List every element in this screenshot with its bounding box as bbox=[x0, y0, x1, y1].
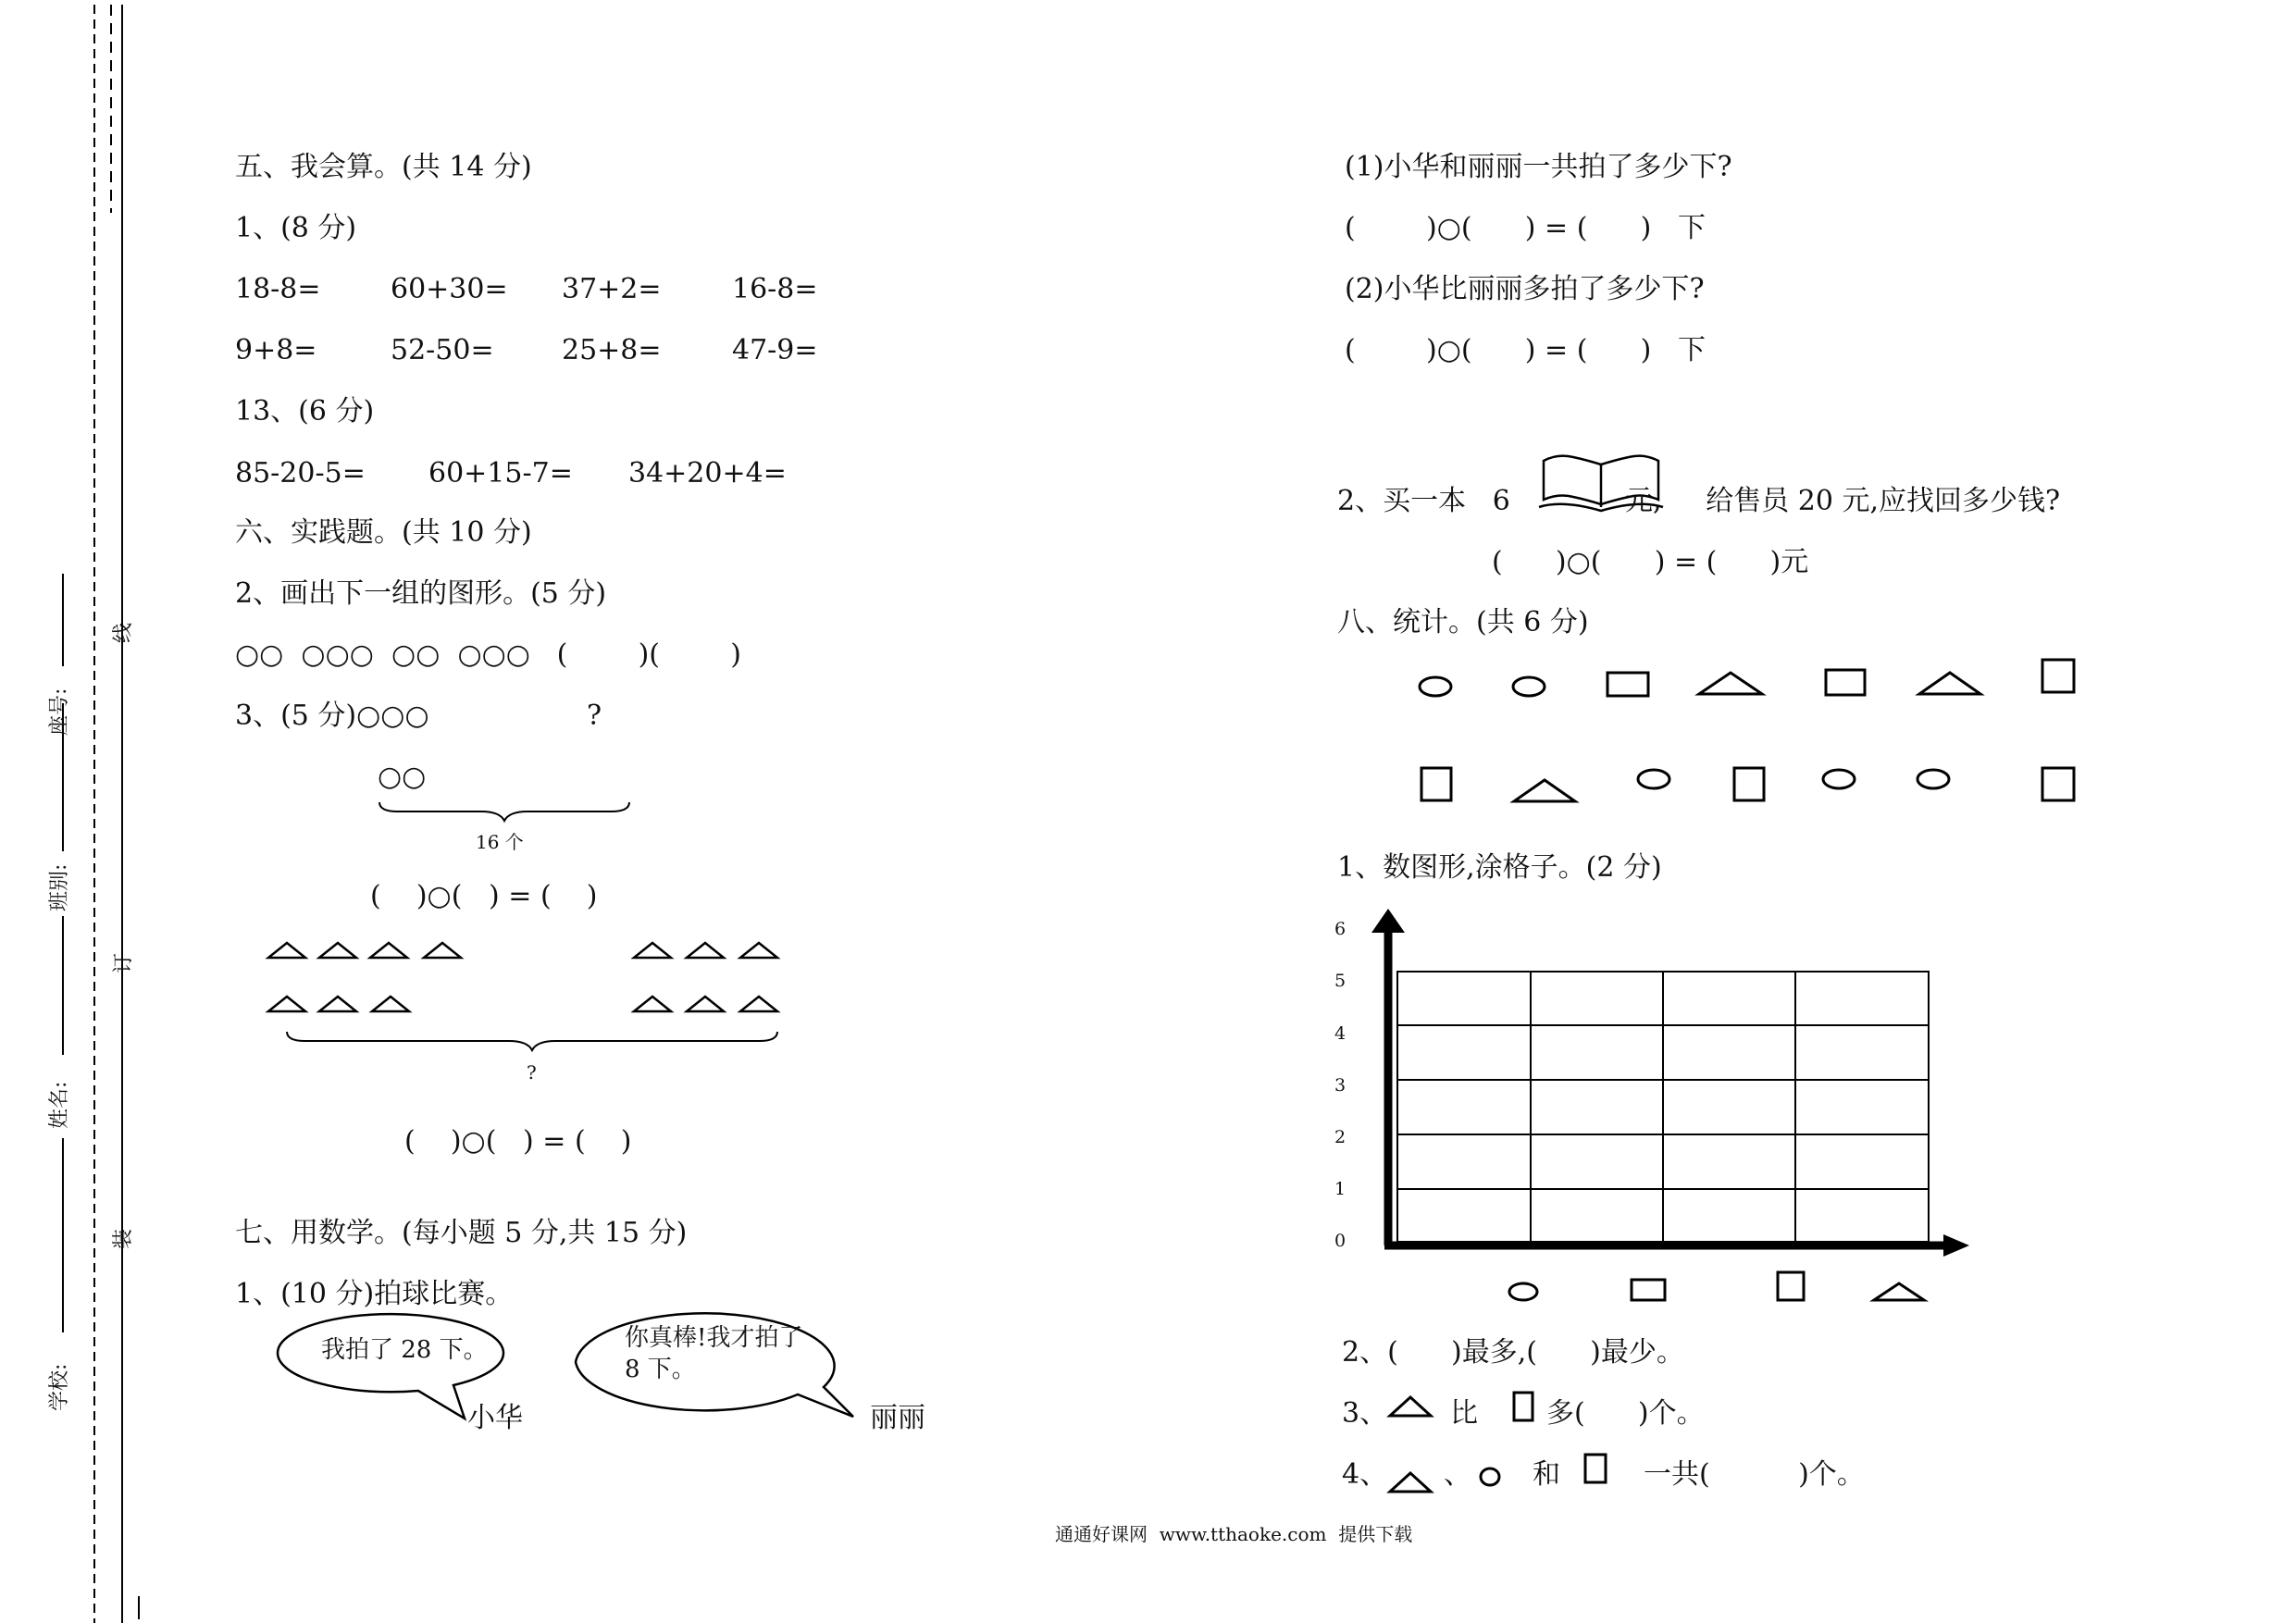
q84-prefix: 4、 bbox=[1342, 1458, 1388, 1491]
calc-11: 34+20+4= bbox=[628, 457, 787, 489]
q3-title: 3、(5 分)○○○ bbox=[235, 700, 429, 732]
footer-credit: 通通好课网 www.tthaoke.com 提供下载 bbox=[1055, 1523, 1413, 1545]
bubble-lili-text-1: 你真棒!我才拍了 bbox=[625, 1324, 803, 1352]
y-tick-6: 6 bbox=[1334, 919, 1347, 939]
y-tick-4: 4 bbox=[1334, 1023, 1347, 1044]
r1-question: (1)小华和丽丽一共拍了多少下? bbox=[1345, 151, 1732, 183]
calc-6: 52-50= bbox=[391, 334, 494, 366]
triangle-groups bbox=[268, 943, 777, 1011]
buy-equation: ( )○( ) = ( )元 bbox=[1492, 546, 1809, 578]
r2-question: (2)小华比丽丽多拍了多少下? bbox=[1345, 273, 1705, 305]
binding-mark-zhuang: 装 bbox=[112, 1228, 135, 1249]
buy-question-suffix: 元, 给售员 20 元,应找回多少钱? bbox=[1625, 485, 2061, 517]
calc-10: 60+15-7= bbox=[428, 457, 573, 489]
calc-3: 37+2= bbox=[562, 273, 662, 305]
q3-question-mark: ? bbox=[587, 700, 602, 732]
seat-label: 座号: bbox=[48, 688, 71, 736]
r1-equation: ( )○( ) = ( ) 下 bbox=[1345, 212, 1706, 244]
stat-grid bbox=[1371, 909, 1969, 1300]
brace-total bbox=[287, 1032, 777, 1050]
y-tick-1: 1 bbox=[1334, 1179, 1347, 1199]
y-tick-5: 5 bbox=[1334, 971, 1347, 991]
brace-16 bbox=[379, 802, 629, 821]
bubble-lili-text-2: 8 下。 bbox=[625, 1356, 696, 1383]
q83-bi: 比 bbox=[1450, 1397, 1478, 1430]
q3-equation-2: ( )○( ) = ( ) bbox=[404, 1125, 632, 1158]
buy-question-prefix: 2、买一本 6 bbox=[1337, 485, 1510, 517]
q84-he: 和 bbox=[1533, 1458, 1560, 1491]
section-5-title: 五、我会算。(共 14 分) bbox=[235, 151, 532, 183]
calc-1: 18-8= bbox=[235, 273, 321, 305]
calc-5: 9+8= bbox=[235, 334, 317, 366]
calc-7: 25+8= bbox=[562, 334, 662, 366]
q71-title: 1、(10 分)拍球比赛。 bbox=[235, 1278, 514, 1310]
name-lili: 丽丽 bbox=[870, 1402, 925, 1434]
y-tick-3: 3 bbox=[1334, 1075, 1347, 1096]
q1-title: 1、(8 分) bbox=[235, 212, 357, 244]
q83-rest: 多( )个。 bbox=[1546, 1397, 1705, 1430]
y-tick-2: 2 bbox=[1334, 1127, 1347, 1147]
section-6-title: 六、实践题。(共 10 分) bbox=[235, 516, 532, 549]
name-label: 姓名: bbox=[48, 1081, 71, 1129]
r2-equation: ( )○( ) = ( ) 下 bbox=[1345, 334, 1706, 366]
shape-pattern: ○○ ○○○ ○○ ○○○ ( )( ) bbox=[235, 638, 741, 671]
calc-8: 47-9= bbox=[732, 334, 818, 366]
q81-title: 1、数图形,涂格子。(2 分) bbox=[1337, 851, 1662, 884]
calc-2: 60+30= bbox=[391, 273, 508, 305]
q82: 2、( )最多,( )最少。 bbox=[1342, 1336, 1684, 1369]
section-8-title: 八、统计。(共 6 分) bbox=[1337, 606, 1589, 638]
brace-16-label: 16 个 bbox=[476, 831, 524, 853]
class-label: 班别: bbox=[48, 863, 71, 911]
q84-rest: 一共( )个。 bbox=[1644, 1458, 1865, 1491]
q13-title: 13、(6 分) bbox=[235, 395, 375, 427]
school-label: 学校: bbox=[48, 1363, 71, 1411]
q84-sep: 、 bbox=[1444, 1458, 1471, 1491]
name-xiaohua: 小华 bbox=[467, 1402, 523, 1434]
q2-title: 2、画出下一组的图形。(5 分) bbox=[235, 577, 607, 610]
y-tick-0: 0 bbox=[1334, 1231, 1347, 1251]
binding-mark-ding: 订 bbox=[112, 952, 135, 973]
q3-circles: ○○ bbox=[378, 761, 427, 793]
calc-4: 16-8= bbox=[732, 273, 818, 305]
q3-equation-1: ( )○( ) = ( ) bbox=[370, 880, 598, 912]
q83-prefix: 3、 bbox=[1342, 1397, 1388, 1430]
section-7-title: 七、用数学。(每小题 5 分,共 15 分) bbox=[235, 1217, 688, 1249]
brace-total-label: ? bbox=[527, 1061, 537, 1084]
binding-mark-xian: 线 bbox=[112, 622, 135, 643]
bubble-xiaohua-text: 我拍了 28 下。 bbox=[321, 1336, 488, 1364]
stat-shapes bbox=[1420, 660, 2074, 801]
calc-9: 85-20-5= bbox=[235, 457, 366, 489]
